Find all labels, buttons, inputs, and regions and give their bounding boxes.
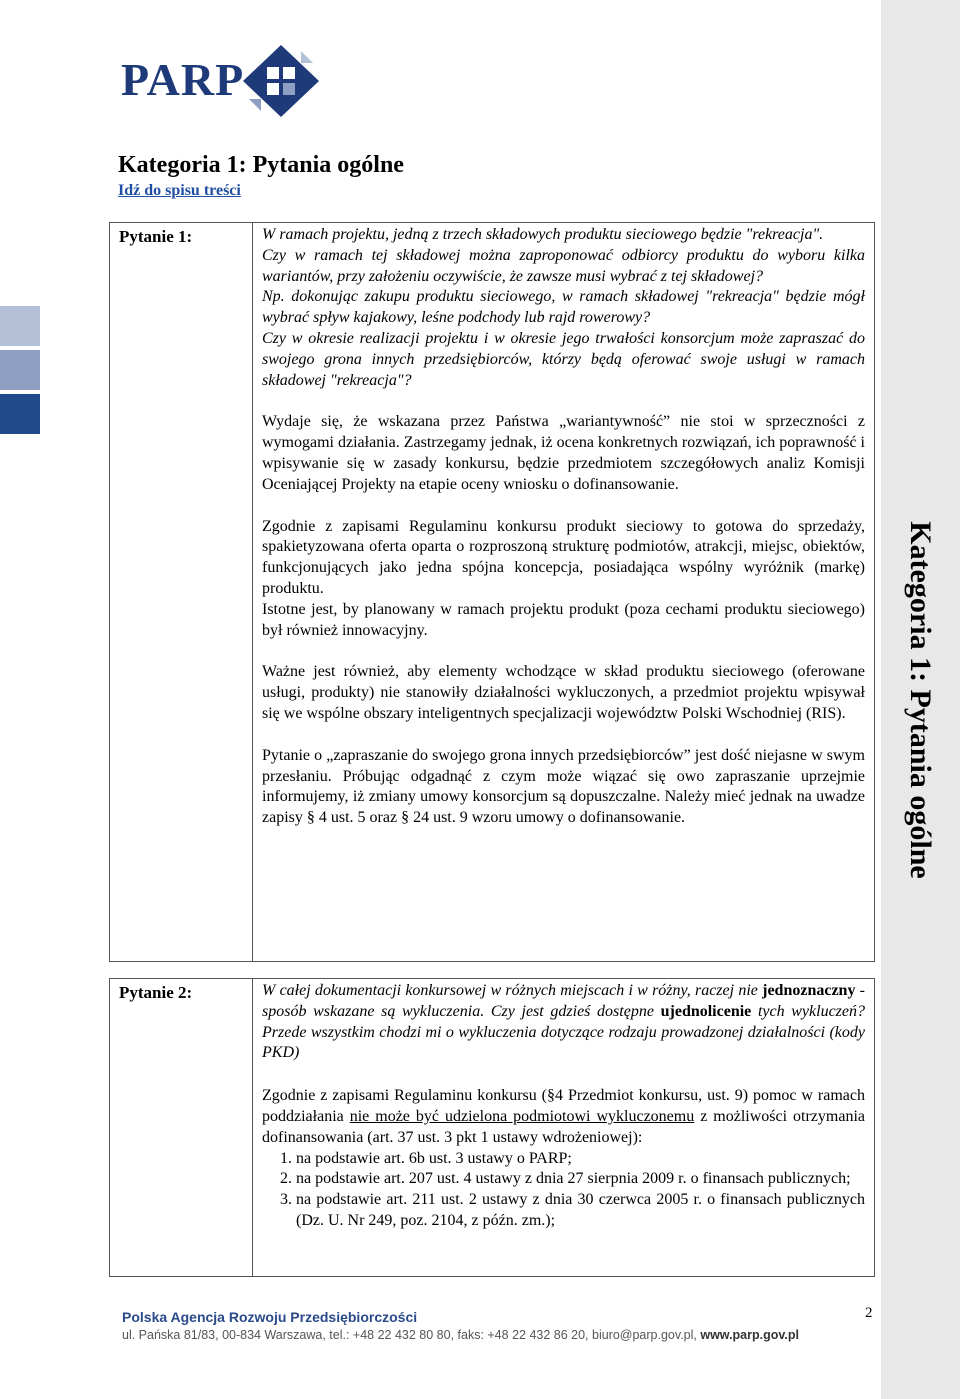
column-divider (252, 223, 253, 961)
answer-1-paragraph-5: Pytanie o „zapraszanie do swojego grona innych przedsiębiorców” jest dość niejasne w swym przesłaniu. Próbując odgadnąć z czym może wiązać się owo zapraszanie uprzejmie informujemy, iż zmiany umowy konsorcjum są dopuszczalne. Należy mieć jednak na uwadze zapisy § 4 ust. 5 oraz § 24 ust. 9 wzoru umowy o dofinansowanie. (262, 746, 865, 827)
list-item: 1. na podstawie art. 6b ust. 3 ustawy o PARP; (296, 1149, 865, 1170)
answer-1-paragraph-1: Wydaje się, że wskazana przez Państwa „wariantywność” nie stoi w sprzeczności z wymogami działania. Zastrzegamy jednak, iż ocena konkretnych rozwiązań, ich poprawność i wpisywanie się w zasady konkursu, będzie przedmiotem szczegółowych analiz Komisji Oceniającej Projekty na etapie oceny wniosku o dofinansowanie. (262, 413, 865, 493)
footer-org-name: Polska Agencja Rozwoju Przedsiębiorczości (122, 1309, 418, 1325)
question-1-text-2: Czy w ramach tej składowej można zaproponować odbiorcy produktu do wyboru kilka wariantów, przy założeniu oczywiście, że zawsze musi wybrać z tej składowej? (262, 246, 865, 285)
answer-1-paragraph-4: Ważne jest również, aby elementy wchodzące w skład produktu sieciowego (oferowane usługi, produkty) nie stanowiły działalności wykluczonych, a przedmiot projektu wpisywał się we wspólne obszary inteligentnych specjalizacji województw Polski Wschodniej (RIS). (262, 663, 865, 722)
sidebar-category-label: Kategoria 1: Pytania ogólne (904, 521, 937, 879)
list-item: 2. na podstawie art. 207 ust. 4 ustawy z dnia 27 sierpnia 2009 r. o finansach publicznych; (296, 1169, 865, 1190)
page-title: Kategoria 1: Pytania ogólne (118, 152, 404, 178)
side-decor-block-2 (0, 350, 40, 390)
question-1-table (109, 222, 875, 962)
page-number: 2 (865, 1305, 873, 1321)
question-1-text-1: W ramach projektu, jedną z trzech składowych produktu sieciowego będzie "rekreacja". (262, 226, 824, 243)
answer-1-paragraph-3: Istotne jest, by planowany w ramach projektu produkt (poza cechami produktu sieciowego) był również innowacyjny. (262, 600, 865, 639)
question-1-label: Pytanie 1: (119, 227, 193, 246)
question-2-table (109, 978, 875, 1277)
footer-address: ul. Pańska 81/83, 00-834 Warszawa, tel.: +48 22 432 80 80, faks: +48 22 432 86 20, biuro@parp.gov.pl, www.parp.gov.pl (122, 1328, 799, 1342)
logo-text: PARP (121, 54, 245, 105)
footer-website-link[interactable]: www.parp.gov.pl (700, 1328, 799, 1342)
answer-1-paragraph-2: Zgodnie z zapisami Regulaminu konkursu produkt sieciowy to gotowa do sprzedaży, spakietyzowana oferta oparta o rozproszoną strukturę podmiotów, atrakcji, miejsc, obiektów, funkcjonujących jako jedna spójna koncepcja, posiadająca wspólny wyróżnik (markę) produktu. (262, 517, 865, 597)
answer-2-intro: Zgodnie z zapisami Regulaminu konkursu (§4 Przedmiot konkursu, ust. 9) pomoc w ramach poddziałania nie może być udzielona podmiotowi wykluczonemu z możliwości otrzymania dofinansowania (art. 37 ust. 3 pkt 1 ustawy wdrożeniowej): (262, 1087, 865, 1146)
list-item: 3. na podstawie art. 211 ust. 2 ustawy z dnia 30 czerwca 2005 r. o finansach publicznych (Dz. U. Nr 249, poz. 2104, z późn. zm.); (296, 1190, 865, 1232)
question-1-text-3: Np. dokonując zakupu produktu sieciowego, w ramach składowej "rekreacja" będzie mógł wybrać spływ kajakowy, leśne podchody lub rajd rowerowy? (262, 288, 865, 327)
toc-link[interactable]: Idź do spisu treści (118, 182, 241, 199)
exclusion-list (262, 1149, 865, 1232)
parp-logo-mark-icon (243, 45, 319, 117)
question-2-content (262, 981, 865, 1232)
column-divider (252, 979, 253, 1276)
side-decor-block-3 (0, 394, 40, 434)
side-decor-block-1 (0, 306, 40, 346)
question-1-content (262, 225, 865, 829)
question-2-text: W całej dokumentacji konkursowej w różnych miejscach i w różny, raczej nie jednoznaczny - sposób wskazane są wykluczenia. Czy jest gdzieś dostępne ujednolicenie tych wykluczeń? Przede wszystkim chodzi mi o wykluczenia dotyczące rodzaju prowadzonej działalności (kody PKD) (262, 982, 866, 1062)
question-2-label: Pytanie 2: (119, 983, 193, 1002)
question-1-text-4: Czy w okresie realizacji projektu i w okresie jego trwałości konsorcjum może zapraszać do swojego grona innych przedsiębiorców, którzy będą oferować swoje usługi w ramach składowej "rekreacja"? (262, 329, 865, 389)
